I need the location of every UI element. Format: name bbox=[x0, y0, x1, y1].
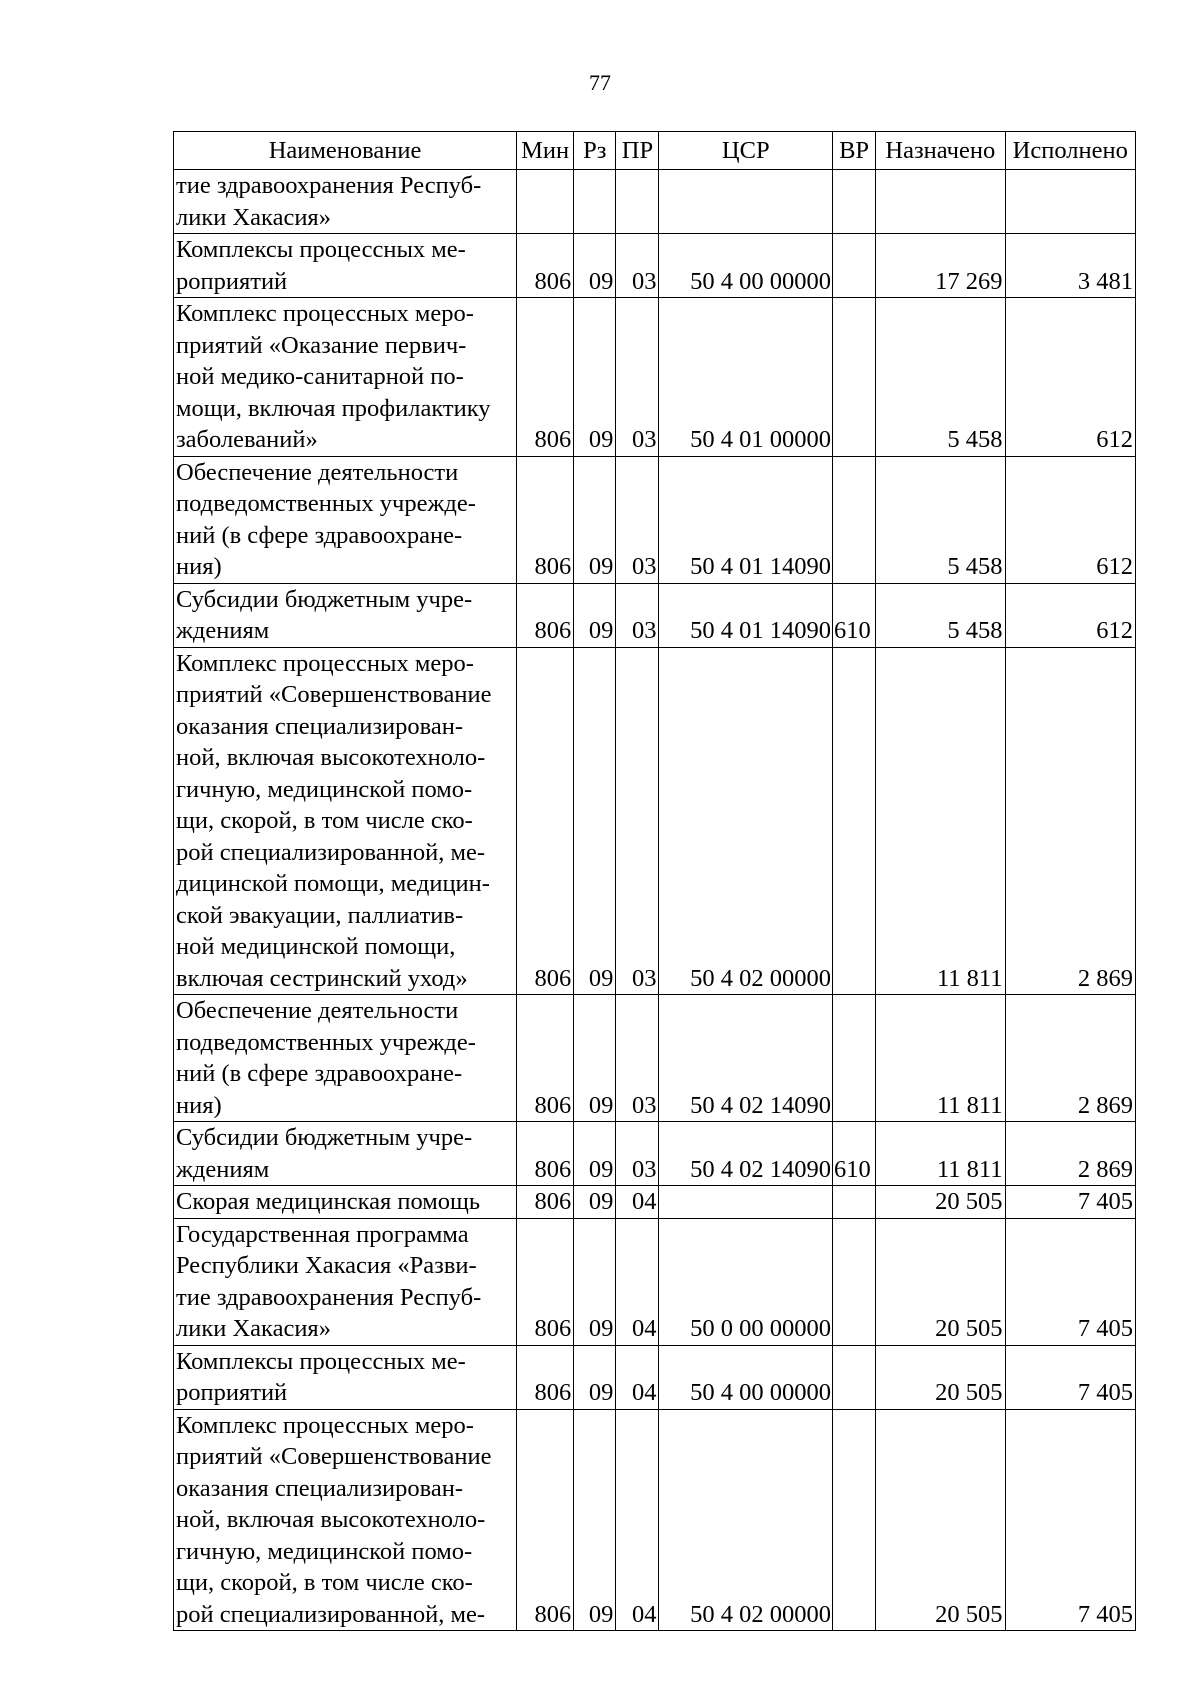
cell-assigned: 17 269 bbox=[876, 234, 1005, 298]
cell-name bbox=[174, 1409, 517, 1631]
name-line: Комплексы процессных ме- bbox=[176, 1347, 466, 1375]
cell-vr bbox=[833, 456, 876, 583]
cell-rz: 09 bbox=[574, 1409, 616, 1631]
table-row bbox=[174, 1122, 1136, 1186]
cell-executed bbox=[1005, 170, 1135, 234]
cell-min: 806 bbox=[517, 298, 574, 457]
cell-executed: 7 405 bbox=[1005, 1345, 1135, 1409]
cell-executed: 7 405 bbox=[1005, 1409, 1135, 1631]
cell-executed: 612 bbox=[1005, 583, 1135, 647]
name-line: ний (в сфере здравоохране- bbox=[176, 1060, 463, 1087]
name-line: тие здравоохранения Респуб- bbox=[176, 172, 482, 199]
cell-pr bbox=[616, 170, 659, 234]
name-line: Комплекс процессных меро- bbox=[176, 649, 474, 677]
cell-min: 806 bbox=[517, 1186, 574, 1219]
cell-pr: 04 bbox=[616, 1345, 659, 1409]
cell-min: 806 bbox=[517, 995, 574, 1122]
cell-rz: 09 bbox=[574, 647, 616, 995]
cell-pr: 03 bbox=[616, 298, 659, 457]
cell-pr: 04 bbox=[616, 1409, 659, 1631]
name-line: ной, включая высокотехноло- bbox=[176, 744, 486, 771]
name-line: приятий «Совершенствование bbox=[176, 681, 492, 708]
cell-rz bbox=[574, 170, 616, 234]
cell-csr: 50 4 02 14090 bbox=[659, 995, 833, 1122]
cell-csr: 50 4 01 14090 bbox=[659, 456, 833, 583]
cell-rz: 09 bbox=[574, 1218, 616, 1345]
cell-csr: 50 4 01 00000 bbox=[659, 298, 833, 457]
name-line: ний (в сфере здравоохране- bbox=[176, 521, 463, 549]
cell-rz: 09 bbox=[574, 1186, 616, 1219]
name-line: Комплексы процессных ме- bbox=[176, 236, 466, 263]
cell-csr: 50 4 02 00000 bbox=[659, 647, 833, 995]
cell-assigned: 11 811 bbox=[876, 1122, 1005, 1186]
cell-vr bbox=[833, 1409, 876, 1631]
cell-executed: 7 405 bbox=[1005, 1218, 1135, 1345]
name-line: Комплекс процессных меро- bbox=[176, 300, 474, 327]
cell-min: 806 bbox=[517, 456, 574, 583]
name-line: Обеспечение деятельности bbox=[176, 997, 459, 1024]
name-line: ной, включая высокотехноло- bbox=[176, 1506, 486, 1533]
header-min: Мин bbox=[517, 132, 574, 170]
cell-pr: 03 bbox=[616, 234, 659, 298]
name-line: роприятий bbox=[176, 267, 288, 295]
cell-csr: 50 4 02 14090 bbox=[659, 1122, 833, 1186]
cell-executed: 3 481 bbox=[1005, 234, 1135, 298]
cell-min: 806 bbox=[517, 1345, 574, 1409]
header-csr: ЦСР bbox=[659, 132, 833, 170]
name-line: ждениям bbox=[176, 617, 270, 644]
table-row bbox=[174, 995, 1136, 1122]
cell-min: 806 bbox=[517, 1218, 574, 1345]
header-name: Наименование bbox=[174, 132, 517, 170]
cell-executed: 612 bbox=[1005, 456, 1135, 583]
cell-name bbox=[174, 170, 517, 234]
name-line: гичную, медицинской помо- bbox=[176, 775, 473, 803]
cell-assigned: 20 505 bbox=[876, 1186, 1005, 1219]
header-rz: Рз bbox=[574, 132, 616, 170]
name-line: мощи, включая профилактику bbox=[176, 394, 491, 422]
name-line: оказания специализирован- bbox=[176, 1474, 464, 1502]
name-line: ной медико-санитарной по- bbox=[176, 363, 464, 390]
name-line: гичную, медицинской помо- bbox=[176, 1537, 473, 1565]
page-number: 77 bbox=[589, 70, 611, 95]
cell-rz: 09 bbox=[574, 583, 616, 647]
cell-rz: 09 bbox=[574, 995, 616, 1122]
cell-csr: 50 4 00 00000 bbox=[659, 1345, 833, 1409]
cell-executed: 2 869 bbox=[1005, 995, 1135, 1122]
name-line: ния) bbox=[176, 1091, 222, 1119]
budget-table bbox=[173, 131, 1136, 1631]
name-line: дицинской помощи, медицин- bbox=[176, 870, 490, 897]
name-line: щи, скорой, в том числе ско- bbox=[176, 1569, 473, 1596]
header-row bbox=[174, 132, 1136, 170]
cell-executed: 7 405 bbox=[1005, 1186, 1135, 1219]
table-row bbox=[174, 234, 1136, 298]
name-line: заболеваний» bbox=[176, 426, 318, 453]
cell-vr bbox=[833, 1218, 876, 1345]
cell-pr: 04 bbox=[616, 1218, 659, 1345]
name-line: рой специализированной, ме- bbox=[176, 1600, 486, 1628]
cell-min: 806 bbox=[517, 1122, 574, 1186]
cell-rz: 09 bbox=[574, 1345, 616, 1409]
cell-assigned: 5 458 bbox=[876, 298, 1005, 457]
name-line: Субсидии бюджетным учре- bbox=[176, 1124, 473, 1151]
name-line: Обеспечение деятельности bbox=[176, 458, 459, 486]
name-line: ской эвакуации, паллиатив- bbox=[176, 901, 464, 929]
table-row bbox=[174, 298, 1136, 457]
header-vr: ВР bbox=[833, 132, 876, 170]
table-row bbox=[174, 170, 1136, 234]
table-row bbox=[174, 1186, 1136, 1219]
cell-min: 806 bbox=[517, 647, 574, 995]
cell-assigned: 11 811 bbox=[876, 995, 1005, 1122]
cell-pr: 03 bbox=[616, 995, 659, 1122]
cell-name bbox=[174, 1122, 517, 1186]
cell-assigned: 5 458 bbox=[876, 583, 1005, 647]
cell-assigned: 5 458 bbox=[876, 456, 1005, 583]
cell-pr: 03 bbox=[616, 583, 659, 647]
name-line: приятий «Совершенствование bbox=[176, 1443, 492, 1470]
cell-min: 806 bbox=[517, 583, 574, 647]
header-executed: Исполнено bbox=[1005, 132, 1135, 170]
cell-vr bbox=[833, 298, 876, 457]
name-line: Субсидии бюджетным учре- bbox=[176, 585, 473, 613]
cell-rz: 09 bbox=[574, 298, 616, 457]
cell-name bbox=[174, 995, 517, 1122]
name-line: включая сестринский уход» bbox=[176, 964, 468, 992]
name-line: Скорая медицинская помощь bbox=[176, 1188, 481, 1215]
cell-vr bbox=[833, 647, 876, 995]
cell-name bbox=[174, 1345, 517, 1409]
name-line: Комплекс процессных меро- bbox=[176, 1411, 474, 1439]
cell-vr bbox=[833, 1186, 876, 1219]
cell-pr: 03 bbox=[616, 1122, 659, 1186]
table-row bbox=[174, 1345, 1136, 1409]
cell-executed: 2 869 bbox=[1005, 647, 1135, 995]
cell-assigned: 20 505 bbox=[876, 1218, 1005, 1345]
cell-name bbox=[174, 1218, 517, 1345]
cell-csr bbox=[659, 1186, 833, 1219]
header-pr: ПР bbox=[616, 132, 659, 170]
name-line: Республики Хакасия «Разви- bbox=[176, 1252, 477, 1279]
cell-rz: 09 bbox=[574, 456, 616, 583]
name-line: лики Хакасия» bbox=[176, 203, 331, 231]
cell-assigned: 11 811 bbox=[876, 647, 1005, 995]
header-assigned: Назначено bbox=[876, 132, 1005, 170]
name-line: оказания специализирован- bbox=[176, 712, 464, 740]
cell-vr: 610 bbox=[833, 583, 876, 647]
name-line: рой специализированной, ме- bbox=[176, 838, 486, 866]
cell-pr: 03 bbox=[616, 647, 659, 995]
cell-name bbox=[174, 647, 517, 995]
table-row bbox=[174, 456, 1136, 583]
cell-min bbox=[517, 170, 574, 234]
cell-vr bbox=[833, 1345, 876, 1409]
cell-vr: 610 bbox=[833, 1122, 876, 1186]
name-line: подведомственных учрежде- bbox=[176, 490, 476, 517]
name-line: тие здравоохранения Респуб- bbox=[176, 1283, 482, 1311]
cell-csr: 50 0 00 00000 bbox=[659, 1218, 833, 1345]
table-row bbox=[174, 647, 1136, 995]
cell-assigned: 20 505 bbox=[876, 1345, 1005, 1409]
cell-min: 806 bbox=[517, 1409, 574, 1631]
name-line: приятий «Оказание первич- bbox=[176, 331, 467, 359]
cell-rz: 09 bbox=[574, 234, 616, 298]
cell-vr bbox=[833, 234, 876, 298]
name-line: роприятий bbox=[176, 1379, 288, 1406]
cell-name bbox=[174, 583, 517, 647]
cell-name bbox=[174, 234, 517, 298]
name-line: щи, скорой, в том числе ско- bbox=[176, 807, 473, 834]
name-line: ной медицинской помощи, bbox=[176, 933, 456, 960]
cell-pr: 04 bbox=[616, 1186, 659, 1219]
cell-csr: 50 4 02 00000 bbox=[659, 1409, 833, 1631]
cell-min: 806 bbox=[517, 234, 574, 298]
name-line: Государственная программа bbox=[176, 1220, 469, 1248]
table-row bbox=[174, 1218, 1136, 1345]
cell-executed: 612 bbox=[1005, 298, 1135, 457]
table-row bbox=[174, 583, 1136, 647]
cell-name bbox=[174, 298, 517, 457]
cell-executed: 2 869 bbox=[1005, 1122, 1135, 1186]
cell-pr: 03 bbox=[616, 456, 659, 583]
cell-rz: 09 bbox=[574, 1122, 616, 1186]
cell-csr: 50 4 00 00000 bbox=[659, 234, 833, 298]
cell-csr bbox=[659, 170, 833, 234]
table-body bbox=[174, 170, 1136, 1631]
cell-assigned: 20 505 bbox=[876, 1409, 1005, 1631]
name-line: подведомственных учрежде- bbox=[176, 1028, 476, 1056]
cell-csr: 50 4 01 14090 bbox=[659, 583, 833, 647]
name-line: лики Хакасия» bbox=[176, 1315, 331, 1342]
name-line: ждениям bbox=[176, 1155, 270, 1183]
cell-vr bbox=[833, 170, 876, 234]
cell-name bbox=[174, 1186, 517, 1219]
name-line: ния) bbox=[176, 553, 222, 580]
cell-name bbox=[174, 456, 517, 583]
cell-assigned bbox=[876, 170, 1005, 234]
table-row bbox=[174, 1409, 1136, 1631]
cell-vr bbox=[833, 995, 876, 1122]
